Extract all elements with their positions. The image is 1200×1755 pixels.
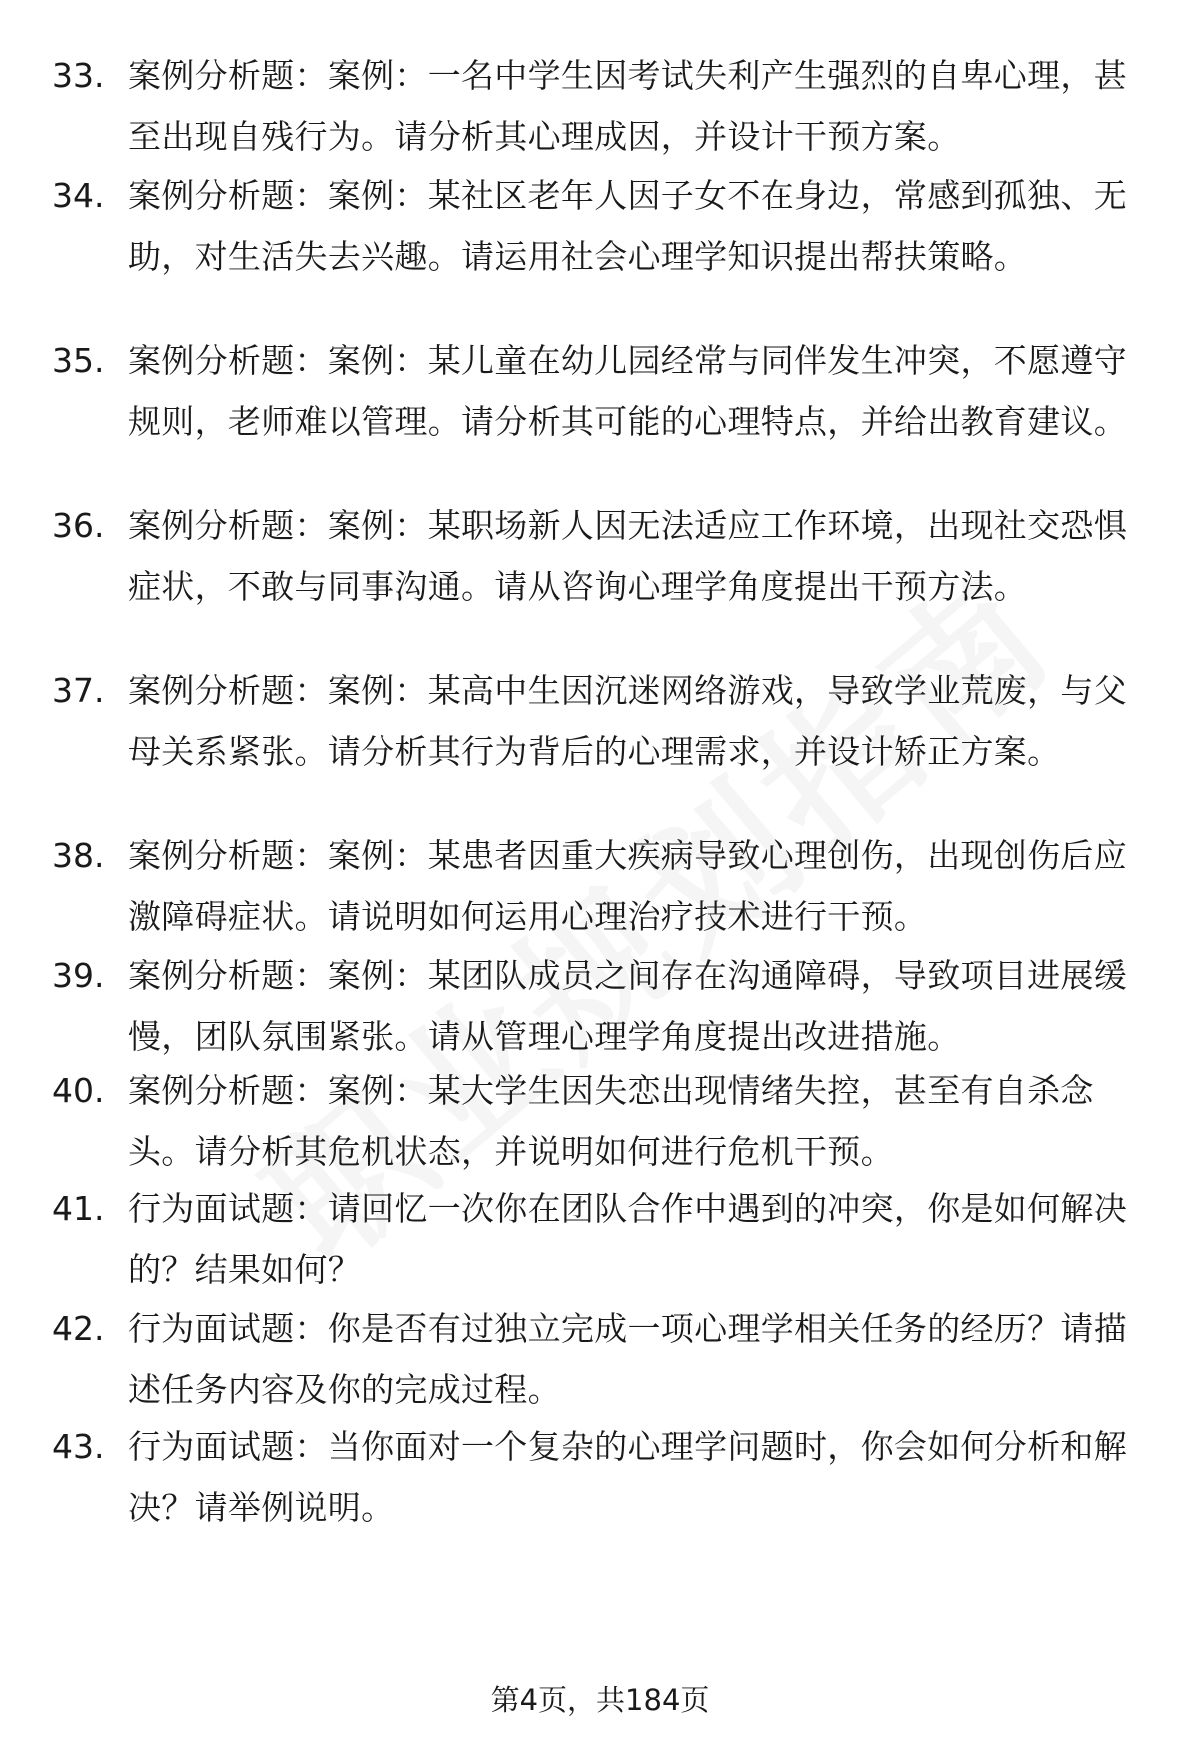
question-number: 40.: [52, 1071, 105, 1110]
question-text: 案例分析题：案例：某高中生因沉迷网络游戏，导致学业荒废，与父母关系紧张。请分析其行为背后的心理需求，并设计矫正方案。: [128, 671, 1127, 771]
question-text: 案例分析题：案例：某大学生因失恋出现情绪失控，甚至有自杀念头。请分析其危机状态，并说明如何进行危机干预。: [128, 1071, 1094, 1171]
question-text: 案例分析题：案例：某团队成员之间存在沟通障碍，导致项目进展缓慢，团队氛围紧张。请从管理心理学角度提出改进措施。: [128, 956, 1127, 1056]
question-text: 案例分析题：案例：某儿童在幼儿园经常与同伴发生冲突，不愿遵守规则，老师难以管理。请分析其可能的心理特点，并给出教育建议。: [128, 341, 1127, 441]
question-text: 案例分析题：案例：某社区老年人因子女不在身边，常感到孤独、无助，对生活失去兴趣。请运用社会心理学知识提出帮扶策略。: [128, 176, 1127, 276]
question-number: 42.: [52, 1309, 105, 1348]
question-number: 34.: [52, 176, 105, 215]
question-number: 33.: [52, 56, 105, 95]
question-number: 36.: [52, 506, 105, 545]
question-text: 案例分析题：案例：某患者因重大疾病导致心理创伤，出现创伤后应激障碍症状。请说明如何运用心理治疗技术进行干预。: [128, 836, 1127, 936]
question-text: 案例分析题：案例：一名中学生因考试失利产生强烈的自卑心理，甚至出现自残行为。请分析其心理成因，并设计干预方案。: [128, 56, 1127, 156]
question-text: 行为面试题：请回忆一次你在团队合作中遇到的冲突，你是如何解决的？结果如何？: [128, 1189, 1127, 1289]
question-text: 案例分析题：案例：某职场新人因无法适应工作环境，出现社交恐惧症状，不敢与同事沟通。请从咨询心理学角度提出干预方法。: [128, 506, 1127, 606]
question-number: 35.: [52, 341, 105, 380]
question-text: 行为面试题：你是否有过独立完成一项心理学相关任务的经历？请描述任务内容及你的完成过程。: [128, 1309, 1127, 1409]
question-number: 37.: [52, 671, 105, 710]
question-number: 39.: [52, 956, 105, 995]
question-number: 41.: [52, 1189, 105, 1228]
question-text: 行为面试题：当你面对一个复杂的心理学问题时，你会如何分析和解决？请举例说明。: [128, 1427, 1127, 1527]
question-number: 43.: [52, 1427, 105, 1466]
question-number: 38.: [52, 836, 105, 875]
page-footer: 第4页，共184页: [490, 1683, 710, 1717]
